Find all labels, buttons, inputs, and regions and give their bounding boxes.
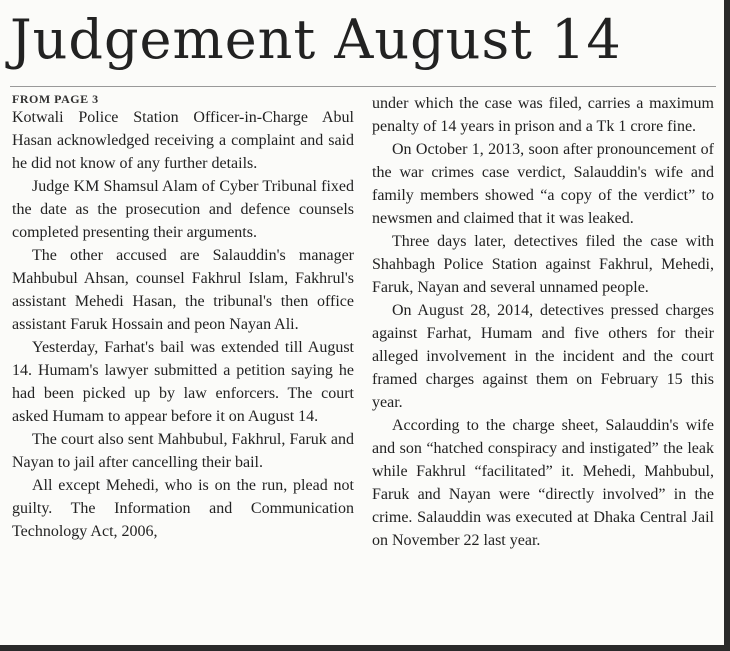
paragraph: Kotwali Police Station Officer-in-Charge Abul Hasan acknowledged receiving a complaint and said he did not know of any further details. <box>12 109 354 172</box>
paragraph: On August 28, 2014, detectives pressed charges against Farhat, Humam and five others for their alleged involvement in the incident and the court framed charges against them on February 15 this year. <box>372 302 714 411</box>
paragraph: According to the charge sheet, Salauddin's wife and son “hatched conspiracy and instigated” the leak while Fakhrul “facilitated” it. Mehedi, Mahbubul, Faruk and Nayan were “directly involved” in the crime. Salauddin was executed at Dhaka Central Jail on November 22 last year. <box>372 417 714 549</box>
paragraph: Three days later, detectives filed the case with Shahbagh Police Station against Fakhrul, Mehedi, Faruk, Nayan and several unnamed people. <box>372 233 714 296</box>
column-2 <box>372 92 714 552</box>
paragraph: under which the case was filed, carries a maximum penalty of 14 years in prison and a Tk 1 crore fine. <box>372 95 714 135</box>
column-1 <box>12 92 354 543</box>
paragraph: Judge KM Shamsul Alam of Cyber Tribunal fixed the date as the prosecution and defence counsels completed presenting their arguments. <box>12 178 354 241</box>
paragraph: All except Mehedi, who is on the run, plead not guilty. The Information and Communication Technology Act, 2006, <box>12 477 354 540</box>
paragraph: The court also sent Mahbubul, Fakhrul, Faruk and Nayan to jail after cancelling their bail. <box>12 431 354 471</box>
paragraph: Yesterday, Farhat's bail was extended till August 14. Humam's lawyer submitted a petition saying he had been picked up by law enforcers. The court asked Humam to appear before it on August 14. <box>12 339 354 425</box>
headline: Judgement August 14 <box>10 8 622 71</box>
from-page-label: FROM PAGE 3 <box>12 92 99 106</box>
paragraph: On October 1, 2013, soon after pronouncement of the war crimes case verdict, Salauddin's wife and family members showed “a copy of the verdict” to newsmen and claimed that it was leaked. <box>372 141 714 227</box>
headline-rule <box>10 86 716 87</box>
paragraph: The other accused are Salauddin's manager Mahbubul Ahsan, counsel Fakhrul Islam, Fakhrul's assistant Mehedi Hasan, the tribunal's then office assistant Faruk Hossain and peon Nayan Ali. <box>12 247 354 333</box>
